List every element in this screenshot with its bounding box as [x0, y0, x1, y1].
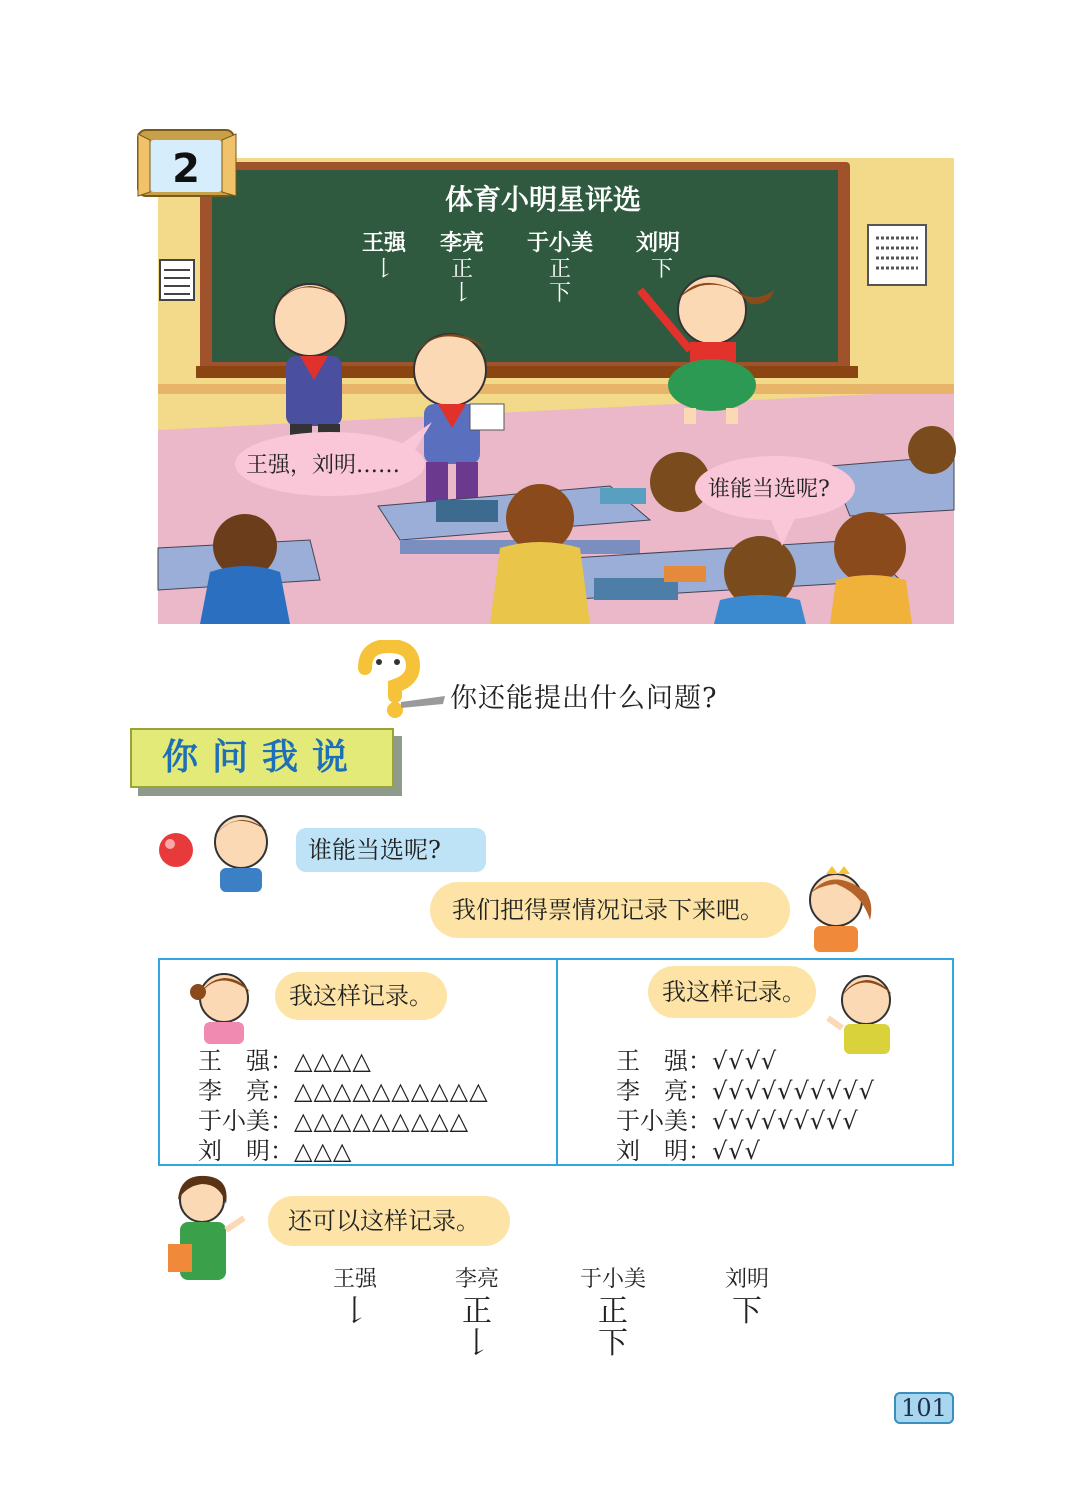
- tally-name: 王强: [332, 1267, 377, 1292]
- triangle-marks: △△△△△△△△△: [294, 1107, 470, 1135]
- row-name-part: 于小美：: [198, 1107, 294, 1135]
- dialog-boy-bubble: 谁能当选呢?: [296, 828, 486, 872]
- check-record-table: [616, 1046, 875, 1166]
- baseboard: [158, 384, 954, 394]
- tally-table: [300, 1262, 820, 1372]
- tally-column: [422, 1262, 532, 1360]
- board-tally-liliang-2: 𠄌: [450, 281, 474, 306]
- tally-mark: 𠄌: [340, 1294, 370, 1329]
- boy-avatar: [206, 808, 276, 892]
- check-marks: √√√: [712, 1137, 761, 1165]
- teacher-avatar: [160, 1170, 250, 1280]
- triangle-marks: △△△△: [294, 1047, 372, 1075]
- board-tally-liuming: 下: [650, 257, 674, 282]
- check-marks: √√√√: [712, 1047, 778, 1075]
- boy-recorder-avatar: [822, 968, 902, 1054]
- tally-mark: 下: [732, 1294, 762, 1329]
- left-recorder-bubble: 我这样记录。: [275, 972, 447, 1020]
- question-prompt: [355, 640, 875, 720]
- check-marks: √√√√√√√√√√: [712, 1077, 875, 1105]
- question-text: 你还能提出什么问题?: [450, 683, 718, 714]
- row-name-part: 李: [198, 1077, 222, 1105]
- triangle-marks: △△△△△△△△△△: [294, 1077, 489, 1105]
- row-name-part: 李: [616, 1077, 640, 1105]
- record-row: [198, 1046, 489, 1076]
- question-mark-icon: [355, 640, 447, 720]
- record-row: [616, 1076, 875, 1106]
- row-name-part: 亮：: [664, 1077, 712, 1105]
- problem-number: 2: [172, 146, 200, 192]
- tally-mark: 正: [462, 1294, 492, 1329]
- teacher-bubble: 还可以这样记录。: [268, 1196, 510, 1246]
- board-name-yuxiaomei: 于小美: [526, 231, 594, 256]
- tally-column: [300, 1262, 410, 1328]
- row-name-part: 王: [198, 1047, 222, 1075]
- row-name-part: 强：: [246, 1047, 294, 1075]
- section-banner: [130, 728, 402, 796]
- classroom-illustration: [0, 0, 1080, 640]
- board-tally-yuxiaomei-2: 下: [548, 281, 572, 306]
- tally-mark: 𠄌: [462, 1326, 492, 1361]
- girl-recorder-avatar: [188, 966, 258, 1044]
- row-name-part: 于小美：: [616, 1107, 712, 1135]
- bullet-dot-icon: [156, 830, 196, 870]
- tally-name: 李亮: [454, 1267, 499, 1292]
- girl-avatar: [796, 864, 880, 952]
- section-title: 你问我说: [161, 737, 362, 778]
- row-name-part: 亮：: [246, 1077, 294, 1105]
- tally-column: [692, 1262, 802, 1328]
- board-title: 体育小明星评选: [444, 183, 642, 216]
- triangle-marks: △△△: [294, 1137, 353, 1165]
- record-row: [616, 1046, 875, 1076]
- record-row: [198, 1076, 489, 1106]
- tally-column: [558, 1262, 668, 1360]
- row-name-part: 明：: [664, 1137, 712, 1165]
- tally-mark: 下: [598, 1326, 628, 1361]
- dialog-girl-bubble: 我们把得票情况记录下来吧。: [430, 882, 790, 938]
- record-row: [616, 1136, 875, 1166]
- page-number: 101: [894, 1392, 954, 1424]
- wall-vent: [160, 260, 194, 300]
- tally-mark: 正: [598, 1294, 628, 1329]
- triangle-record-table: [198, 1046, 489, 1166]
- board-tally-yuxiaomei-1: 正: [548, 257, 572, 282]
- record-divider: [556, 960, 558, 1164]
- row-name-part: 明：: [246, 1137, 294, 1165]
- row-name-part: 强：: [664, 1047, 712, 1075]
- board-name-liuming: 刘明: [635, 231, 681, 256]
- board-name-wangqiang: 王强: [361, 231, 407, 256]
- board-tally-wangqiang: 𠄌: [372, 257, 396, 282]
- scene-speech-right: 谁能当选呢?: [708, 477, 830, 502]
- row-name-part: 刘: [616, 1137, 640, 1165]
- record-row: [616, 1106, 875, 1136]
- record-row: [198, 1136, 489, 1166]
- row-name-part: 刘: [198, 1137, 222, 1165]
- board-name-liliang: 李亮: [439, 231, 485, 256]
- record-row: [198, 1106, 489, 1136]
- board-tally-liliang-1: 正: [450, 257, 474, 282]
- row-name-part: 王: [616, 1047, 640, 1075]
- check-marks: √√√√√√√√√: [712, 1107, 859, 1135]
- tally-name: 刘明: [724, 1267, 769, 1292]
- scene-speech-left: 王强，刘明……: [246, 453, 401, 478]
- tally-name: 于小美: [579, 1267, 646, 1292]
- right-recorder-bubble: 我这样记录。: [648, 966, 816, 1018]
- wall-notice: [868, 225, 926, 285]
